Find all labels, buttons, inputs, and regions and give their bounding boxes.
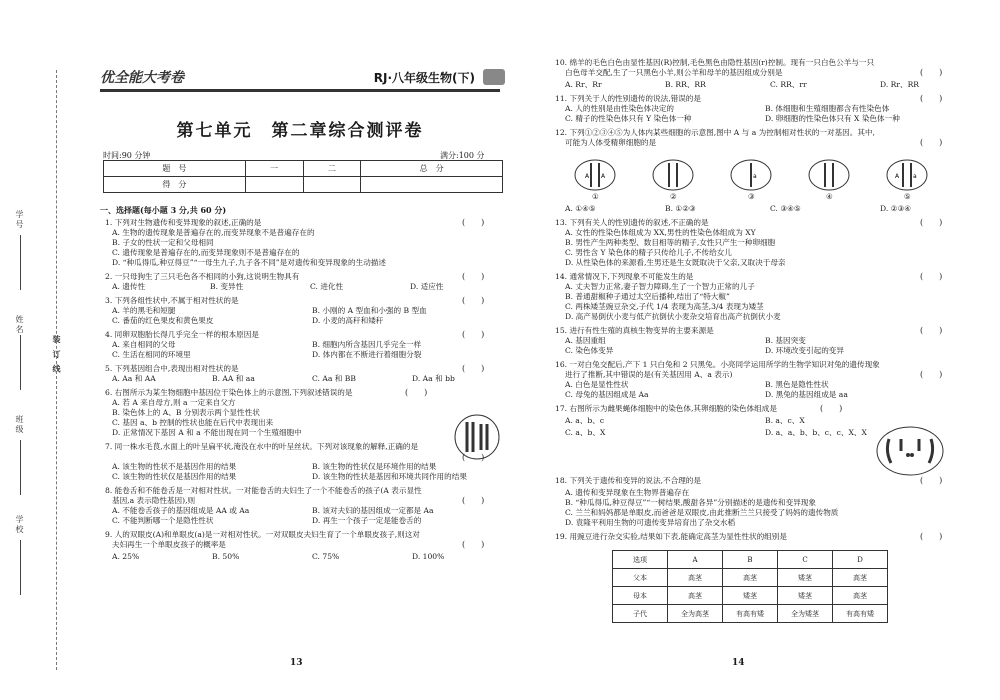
answer-paren[interactable]: ( )	[920, 476, 943, 485]
option: B. 该对夫妇的基因组成一定都是 Aa	[312, 506, 434, 515]
table-cell: 有高有矮	[833, 605, 888, 623]
answer-paren[interactable]: ( )	[920, 370, 943, 379]
option: D. 再生一个孩子一定是能卷舌的	[312, 516, 422, 525]
option: C. 精子的性染色体只有 Y 染色体一种	[565, 114, 692, 123]
score-row-label: 得 分	[104, 177, 246, 193]
score-header-cell: 题 号	[104, 161, 246, 177]
table-row	[613, 605, 888, 623]
answer-paren[interactable]: ( )	[920, 272, 943, 281]
header-tab-box	[483, 69, 505, 85]
cell-label: ①	[592, 192, 599, 201]
option-line: A. 生物的遗传现象是普遍存在的,而变异现象不是普遍存在的	[112, 228, 315, 237]
score-table	[103, 160, 503, 193]
score-header-cell: 二	[303, 161, 361, 177]
svg-text:a: a	[913, 173, 917, 180]
question-stem: 17. 右图所示为雌果蝇体细胞中的染色体,其卵细胞的染色体组成是	[555, 404, 777, 413]
margin-label-number: 学号	[15, 210, 24, 230]
option: B. a、c、X	[765, 416, 805, 425]
cell-5	[887, 160, 927, 190]
margin-label-class: 班级	[15, 415, 24, 435]
option: B. 小刚的 A 型血和小强的 B 型血	[312, 306, 427, 315]
option: A. 羊的黑毛和短腿	[112, 306, 176, 315]
option-line: D. “种瓜得瓜,种豆得豆”“一母生九子,九子各不同”是对遗传和变异现象的生动描述	[112, 258, 386, 267]
option: B. 基因突变	[765, 336, 806, 345]
option: D. 100%	[412, 552, 445, 561]
option-line: B. 子女的性状一定和父母相同	[112, 238, 214, 247]
time-limit: 时间:90 分钟	[103, 151, 151, 160]
page-number: 13	[290, 658, 303, 668]
option: A. 人的性别是由性染色体决定的	[565, 104, 675, 113]
option-line: B. 普通甜椒种子通过太空后播种,结出了“特大椒”	[565, 292, 730, 301]
option: B. ①②③	[665, 204, 696, 213]
score-header-cell: 总 分	[361, 161, 503, 177]
answer-paren[interactable]: ( )	[462, 496, 485, 505]
option: D. ②③④	[880, 204, 912, 213]
question-stem: 10. 绵羊的毛色白色由显性基因(R)控制,毛色黑色由隐性基因(r)控制。现有一只白色公羊与一只	[555, 58, 875, 67]
question-stem: 1. 下列对生物遗传和变异现象的叙述,正确的是	[105, 218, 262, 227]
cell-2	[653, 160, 693, 190]
table-cell: 高茎	[668, 587, 723, 605]
svg-text:a: a	[753, 173, 757, 180]
answer-paren[interactable]: ( )	[462, 453, 485, 462]
margin-line	[20, 335, 21, 390]
answer-paren[interactable]: ( )	[462, 540, 485, 549]
option-line: B. “种瓜得瓜,种豆得豆”“一树结果,酸甜各异”分别描述的是遗传和变异现象	[565, 498, 816, 507]
question-stem-cont: 可能为人体受精卵细胞的是	[565, 138, 657, 147]
option: C. 进化性	[310, 282, 344, 291]
question-stem: 12. 下列①②③④⑤为人体内某些细胞的示意图,图中 A 与 a 为控制相对性状的一对基因。其中,	[555, 128, 875, 137]
table-cell: 矮茎	[778, 569, 833, 587]
option: B. 50%	[212, 552, 240, 561]
cell-1	[575, 160, 615, 190]
subject-label: RJ·八年级生物(下)	[373, 71, 475, 85]
option: B. 细胞内所含基因几乎完全一样	[312, 340, 422, 349]
answer-paren[interactable]: ( )	[920, 138, 943, 147]
page-title: 第七单元 第二章综合测评卷	[176, 121, 424, 141]
option-line: A. 女性的性染色体组成为 XX,男性的性染色体组成为 XY	[565, 228, 756, 237]
option: D. Rr、RR	[880, 80, 920, 89]
option: D. Aa 和 bb	[412, 374, 455, 383]
option: B. 该生物的性状仅是环境作用的结果	[312, 462, 437, 471]
table-cell: 矮茎	[723, 587, 778, 605]
option: A. Aa 和 AA	[112, 374, 156, 383]
binding-margin	[0, 0, 80, 700]
option-line: A. 若 A 来自母方,则 a 一定来自父方	[112, 398, 236, 407]
svg-text:A: A	[895, 173, 900, 180]
margin-line	[20, 235, 21, 290]
answer-paren[interactable]: ( )	[462, 296, 485, 305]
option: A. Rr、Rr	[565, 80, 602, 89]
option: D. 黑兔的基因组成是 aa	[765, 390, 848, 399]
cell-4	[809, 160, 849, 190]
question-stem: 5. 下列基因组合中,表现出相对性状的是	[105, 364, 239, 373]
option: C. 生活在相同的环境里	[112, 350, 191, 359]
table-cell: 高茎	[833, 587, 888, 605]
margin-line	[20, 440, 21, 495]
table-cell: 全为矮茎	[778, 605, 833, 623]
option: A. 该生物的性状不是基因作用的结果	[112, 462, 237, 471]
option: D. a、a、b、b、c、c、X、X	[765, 428, 867, 437]
option: D. 该生物的性状是基因和环境共同作用的结果	[312, 472, 467, 481]
score-cell[interactable]	[361, 177, 503, 193]
table-cell: D	[833, 551, 888, 569]
option-line: D. 高产易倒伏小麦与低产抗倒伏小麦杂交培育出高产抗倒伏小麦	[565, 312, 781, 321]
table-cell: 矮茎	[778, 587, 833, 605]
option: D. 适应性	[410, 282, 444, 291]
question-stem-cont: 进行了推断,其中错误的是(有关基因用 A、a 表示)	[565, 370, 733, 379]
table-cell: 高茎	[833, 569, 888, 587]
full-score: 满分:100 分	[440, 151, 485, 160]
option: C. a、b、X	[565, 428, 606, 437]
option: A. 不能卷舌孩子的基因组成是 AA 或 Aa	[112, 506, 250, 515]
q19-table	[612, 550, 888, 623]
score-cell[interactable]	[245, 177, 303, 193]
table-cell: 子代	[613, 605, 668, 623]
option-line: C. 基因 a、b 控制的性状也能在后代中表现出来	[112, 418, 274, 427]
page-number: 14	[732, 658, 745, 668]
question-stem: 13. 下列有关人的性别遗传的叙述,不正确的是	[555, 218, 709, 227]
question-stem: 15. 进行有性生殖的真核生物变异的主要来源是	[555, 326, 714, 335]
table-row	[613, 569, 888, 587]
answer-paren[interactable]: ( )	[462, 364, 485, 373]
question-stem: 14. 通常情况下,下列现象不可能发生的是	[555, 272, 694, 281]
answer-paren[interactable]: ( )	[462, 272, 485, 281]
answer-paren[interactable]: ( )	[920, 94, 943, 103]
svg-text:A: A	[585, 173, 590, 180]
cell-label: ⑤	[904, 192, 911, 201]
page-header	[100, 63, 505, 95]
header-rule	[100, 89, 500, 92]
cell-label: ④	[826, 192, 833, 201]
option: A. 来自相同的父母	[112, 340, 176, 349]
answer-paren[interactable]: ( )	[920, 532, 943, 541]
option: B. 黑色是隐性性状	[765, 380, 829, 389]
option: A. 25%	[112, 552, 140, 561]
option: A. a、b、c	[565, 416, 605, 425]
table-cell: 高茎	[723, 569, 778, 587]
margin-bind-line-label: 装 订 线	[52, 335, 62, 375]
option: A. ①④⑤	[565, 204, 596, 213]
option: C. ③④⑤	[770, 204, 801, 213]
table-cell: C	[778, 551, 833, 569]
score-header-cell: 一	[245, 161, 303, 177]
option: C. 该生物的性状仅是基因作用的结果	[112, 472, 237, 481]
option-line: D. 袁隆平利用生物的可遗传变异培育出了杂交水稻	[565, 518, 736, 527]
option-line: C. 男性含 Y 染色体的精子只传给儿子,不传给女儿	[565, 248, 732, 257]
question-stem: 7. 同一株水毛茛,水面上的叶呈扁平状,淹没在水中的叶呈丝状。下列对该现象的解释,正确的是	[105, 442, 419, 451]
question-stem: 18. 下列关于遗传和变异的说法,不合理的是	[555, 476, 701, 485]
score-cell[interactable]	[303, 177, 361, 193]
question-stem: 11. 下列关于人的性别遗传的说法,错误的是	[555, 94, 701, 103]
answer-paren[interactable]: ( )	[920, 326, 943, 335]
table-cell: B	[723, 551, 778, 569]
option-line: A. 遗传和变异现象在生物界普遍存在	[565, 488, 690, 497]
option-line: B. 染色体上的 A、B 分别表示两个显性性状	[112, 408, 260, 417]
question-stem: 8. 能卷舌和不能卷舌是一对相对性状。一对能卷舌的夫妇生了一个不能卷舌的孩子(A 表示显性	[105, 486, 422, 495]
table-cell: 父本	[613, 569, 668, 587]
option: D. 小麦的高秆和矮秆	[312, 316, 384, 325]
option: B. AA 和 aa	[212, 374, 255, 383]
question-stem: 6. 右图所示为某生物细胞中基因位于染色体上的示意图,下列叙述错误的是	[105, 388, 353, 397]
answer-paren[interactable]: ( )	[405, 388, 428, 397]
svg-text:A: A	[601, 173, 606, 180]
question-stem: 2. 一只母狗生了三只毛色各不相同的小狗,这说明生物具有	[105, 272, 300, 281]
margin-label-name: 姓名	[15, 315, 24, 335]
option: A. 基因重组	[565, 336, 606, 345]
table-cell: 全为高茎	[668, 605, 723, 623]
option: D. 环境改变引起的变异	[765, 346, 844, 355]
answer-paren[interactable]: ( )	[920, 218, 943, 227]
option-line: D. 从性染色体的来源看,生男还是生女既取决于父亲,又取决于母亲	[565, 258, 786, 267]
margin-line	[20, 540, 21, 595]
table-cell: 母本	[613, 587, 668, 605]
option: A. 白色是显性性状	[565, 380, 629, 389]
option: C. Aa 和 BB	[312, 374, 356, 383]
answer-paren[interactable]: ( )	[820, 404, 843, 413]
question-stem: 3. 下列各组性状中,不属于相对性状的是	[105, 296, 239, 305]
option: C. 母兔的基因组成是 Aa	[565, 390, 649, 399]
option-line: C. 两株矮茎豌豆杂交,子代 1/4 表现为高茎,3/4 表现为矮茎	[565, 302, 764, 311]
binding-dashed-line	[56, 70, 57, 670]
option: A. 遗传性	[112, 282, 146, 291]
option: C. 番茄的红色果皮和黄色果皮	[112, 316, 214, 325]
table-cell: 有高有矮	[723, 605, 778, 623]
option: B. RR、RR	[665, 80, 706, 89]
question-stem: 16. 一对白兔交配后,产下 1 只白兔和 2 只黑兔。小亮同学运用所学的生物学知识对兔的遗传现象	[555, 360, 880, 369]
question-stem: 9. 人的双眼皮(A)和单眼皮(a)是一对相对性状。一对双眼皮夫妇生育了一个单眼皮孩子,则这对	[105, 530, 420, 539]
answer-paren[interactable]: ( )	[462, 330, 485, 339]
option: C. 染色体变异	[565, 346, 614, 355]
answer-paren[interactable]: ( )	[920, 68, 943, 77]
question-stem: 19. 用豌豆进行杂交实验,结果如下表,能确定高茎为显性性状的组别是	[555, 532, 787, 541]
cell-3	[731, 160, 771, 190]
option: B. 变异性	[210, 282, 244, 291]
option: B. 体细胞和生殖细胞都含有性染色体	[765, 104, 890, 113]
question-stem-cont: 白色母羊交配,生了一只黑色小羊,则公羊和母羊的基因组成分别是	[565, 68, 783, 77]
margin-label-school: 学校	[15, 515, 24, 535]
option: C. 75%	[312, 552, 340, 561]
option-line: B. 男性产生两种类型、数目相等的精子,女性只产生一种卵细胞	[565, 238, 776, 247]
table-cell: A	[668, 551, 723, 569]
table-row	[613, 587, 888, 605]
option-line: A. 丈夫智力正常,妻子智力障碍,生了一个智力正常的儿子	[565, 282, 755, 291]
question-stem-cont: 夫妇再生一个单眼皮孩子的概率是	[112, 540, 226, 549]
option-line: D. 正常情况下基因 A 和 a 不能出现在同一个生殖细胞中	[112, 428, 302, 437]
answer-paren[interactable]: ( )	[462, 218, 485, 227]
table-row	[613, 551, 888, 569]
question-stem: 4. 同卵双胞胎长得几乎完全一样的根本原因是	[105, 330, 259, 339]
option: D. 卵细胞的性染色体只有 X 染色体一种	[765, 114, 900, 123]
cell-diagrams	[565, 155, 945, 205]
option-line: C. 遗传现象是普遍存在的,而变异现象则不是普遍存在的	[112, 248, 300, 257]
brand-logo: 优全能大考卷	[100, 70, 184, 86]
option-line: C. 兰兰和妈妈都是单眼皮,而爸爸是双眼皮,由此推断兰兰只接受了妈妈的遗传物质	[565, 508, 839, 517]
fruitfly-chromosome-figure	[875, 425, 945, 477]
option: C. RR、rr	[770, 80, 807, 89]
cell-label: ③	[748, 192, 755, 201]
option: C. 不能判断哪一个是隐性性状	[112, 516, 214, 525]
section-heading: 一、选择题(每小题 3 分,共 60 分)	[100, 205, 227, 215]
cell-label: ②	[670, 192, 677, 201]
question-stem-cont: 基因,a 表示隐性基因),则	[112, 496, 196, 505]
option: D. 体内都在不断进行着细胞分裂	[312, 350, 422, 359]
table-cell: 选项	[613, 551, 668, 569]
table-cell: 高茎	[668, 569, 723, 587]
